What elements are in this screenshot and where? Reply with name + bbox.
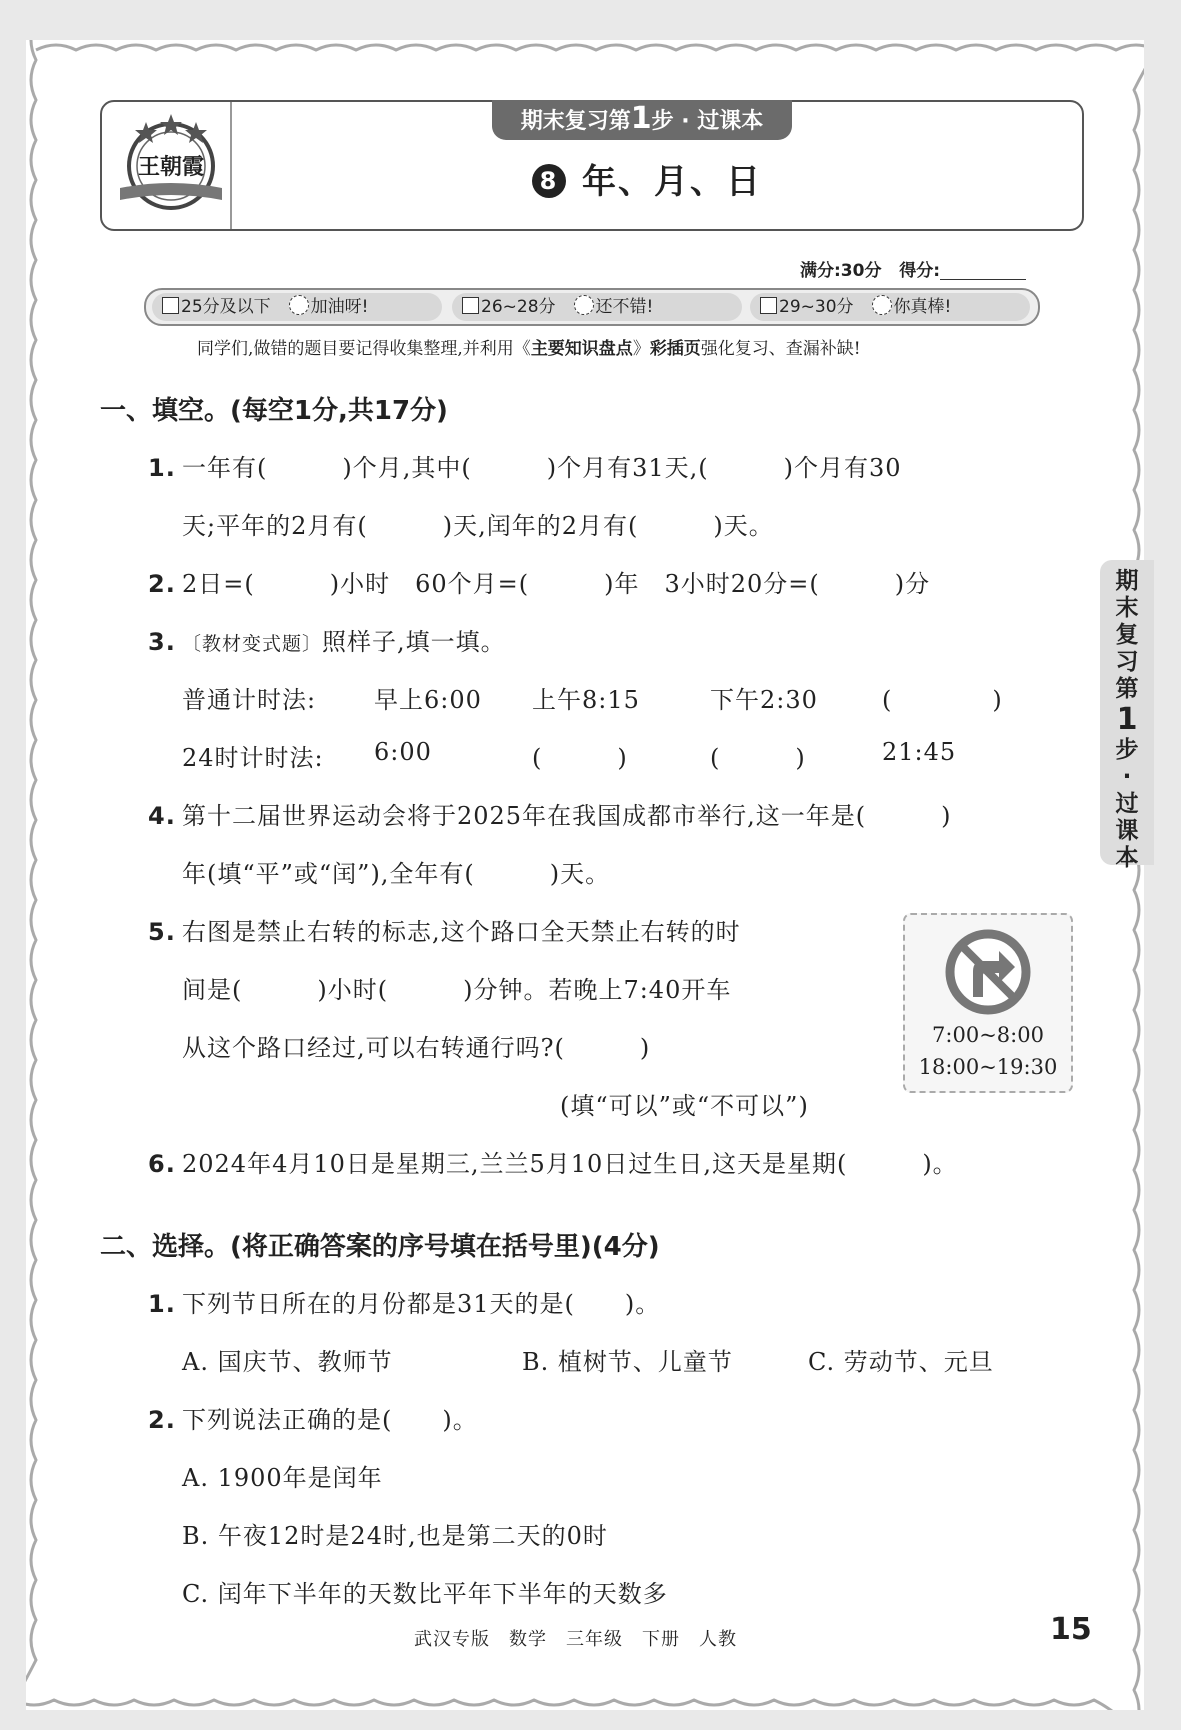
option-c: C. 劳动节、元旦	[808, 1348, 994, 1376]
s2-q2-line1: 2. 下列说法正确的是( )。	[148, 1406, 478, 1434]
logo-divider	[230, 102, 232, 229]
sign-time-1: 7:00~8:00	[932, 1023, 1044, 1047]
option-a: A. 国庆节、教师节	[182, 1348, 393, 1376]
s2-q1-line1: 1. 下列节日所在的月份都是31天的是( )。	[148, 1290, 661, 1318]
option-b: B. 植树节、儿童节	[522, 1348, 733, 1376]
face-icon	[872, 295, 892, 315]
page-number: 15	[1050, 1612, 1092, 1647]
q2-line1: 2. 2日=( )小时 60个月=( )年 3小时20分=( )分	[148, 570, 931, 598]
publisher-logo	[116, 108, 226, 218]
face-icon	[289, 295, 309, 315]
q5-line4: (填“可以”或“不可以”)	[560, 1092, 809, 1120]
option-c: C. 闰年下半年的天数比平年下半年的天数多	[182, 1580, 668, 1608]
unit-number: 8	[532, 164, 566, 198]
footer-text: 武汉专版 数学 三年级 下册 人教	[414, 1629, 737, 1650]
q1-line1: 1. 一年有( )个月,其中( )个月有31天,( )个月有30	[148, 454, 902, 482]
checkbox[interactable]	[760, 297, 777, 314]
grade-bar	[144, 288, 1040, 326]
no-right-turn-icon	[943, 927, 1033, 1017]
q3-line1: 3. 〔教材变式题〕照样子,填一填。	[148, 628, 506, 656]
grade-segment: 29~30分 你真棒!	[750, 293, 1030, 321]
q4-line1: 4. 第十二届世界运动会将于2025年在我国成都市举行,这一年是( )	[148, 802, 952, 830]
score-line	[800, 256, 1026, 281]
q5-line2: 间是( )小时( )分钟。若晚上7:40开车	[182, 976, 732, 1004]
no-right-turn-sign	[903, 913, 1073, 1093]
q6-line1: 6. 2024年4月10日是星期三,兰兰5月10日过生日,这天是星期( )。	[148, 1150, 958, 1178]
q5-line1: 5. 右图是禁止右转的标志,这个路口全天禁止右转的时	[148, 918, 741, 946]
score-blank[interactable]	[940, 261, 1026, 280]
got-score-label: 得分:	[899, 261, 941, 281]
side-tab: 期 末 复 习 第 1 步 · 过 课 本	[1100, 560, 1154, 865]
sign-time-2: 18:00~19:30	[918, 1055, 1058, 1079]
checkbox[interactable]	[462, 297, 479, 314]
face-icon	[574, 295, 594, 315]
q1-line2: 天;平年的2月有( )天,闰年的2月有( )天。	[182, 512, 774, 540]
full-score: 满分:30分	[800, 261, 882, 281]
option-b: B. 午夜12时是24时,也是第二天的0时	[182, 1522, 608, 1550]
grade-segment: 26~28分 还不错!	[452, 293, 742, 321]
review-banner: 期末复习第1步 · 过课本	[492, 100, 792, 140]
option-a: A. 1900年是闰年	[182, 1464, 383, 1492]
logo-text: 王朝霞	[137, 154, 205, 180]
unit-header	[100, 100, 1084, 231]
grade-segment: 25分及以下 加油呀!	[152, 293, 442, 321]
q5-line3: 从这个路口经过,可以右转通行吗?( )	[182, 1034, 651, 1062]
checkbox[interactable]	[162, 297, 179, 314]
q4-line2: 年(填“平”或“闰”),全年有( )天。	[182, 860, 611, 888]
notice: 同学们,做错的题目要记得收集整理,并利用《主要知识盘点》彩插页强化复习、查漏补缺!	[197, 339, 861, 359]
unit-title: 8 年、月、日	[532, 154, 762, 203]
section-1-title: 一、填空。(每空1分,共17分)	[100, 396, 448, 426]
section-2-title: 二、选择。(将正确答案的序号填在括号里)(4分)	[100, 1232, 660, 1262]
